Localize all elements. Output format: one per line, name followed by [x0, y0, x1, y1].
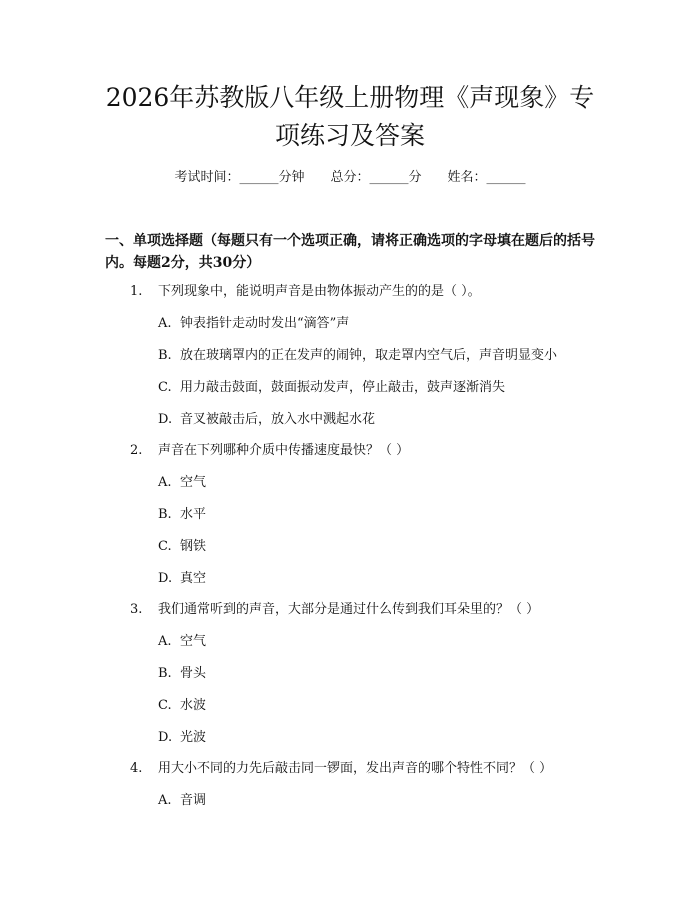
question-text: 我们通常听到的声音，大部分是通过什么传到我们耳朵里的？（ ） [158, 602, 540, 617]
question-number: 3. [130, 602, 143, 617]
option-text: 光波 [180, 730, 207, 745]
option-text: 钟表指针走动时发出“滴答”声 [180, 316, 350, 331]
option-text: 空气 [180, 634, 207, 649]
option-letter: B. [158, 507, 172, 522]
option-text: 放在玻璃罩内的正在发声的闹钟，取走罩内空气后，声音明显变小 [180, 348, 558, 363]
option-1c [158, 378, 598, 398]
option-1a [158, 314, 598, 334]
question-1 [130, 282, 600, 302]
exam-meta [0, 168, 700, 188]
option-2d [158, 569, 598, 589]
question-2 [130, 441, 600, 461]
option-letter: B. [158, 666, 172, 681]
exam-total-score: 总分：______分 [330, 170, 422, 185]
option-text: 真空 [180, 571, 207, 586]
option-3d [158, 728, 598, 748]
option-2a [158, 473, 598, 493]
option-4a [158, 791, 598, 811]
question-number: 1. [130, 284, 143, 299]
option-letter: C. [158, 698, 172, 713]
option-text: 音叉被敲击后，放入水中溅起水花 [180, 412, 376, 427]
exam-time: 考试时间：______分钟 [174, 170, 305, 185]
question-text: 用大小不同的力先后敲击同一锣面，发出声音的哪个特性不同？（ ） [158, 761, 553, 776]
option-letter: D. [158, 730, 173, 745]
question-text: 声音在下列哪种介质中传播速度最快？（ ） [158, 443, 410, 458]
option-3c [158, 696, 598, 716]
option-text: 钢铁 [180, 539, 207, 554]
option-text: 空气 [180, 475, 207, 490]
option-text: 水波 [180, 698, 207, 713]
option-letter: A. [158, 793, 172, 808]
option-letter: D. [158, 571, 173, 586]
document-title-line-1: 2026年苏教版八年级上册物理《声现象》专 [105, 83, 595, 112]
option-1b [158, 346, 598, 366]
option-text: 音调 [180, 793, 207, 808]
question-number: 2. [130, 443, 143, 458]
option-letter: C. [158, 380, 172, 395]
document-title-line-2: 项练习及答案 [274, 121, 425, 150]
option-1d [158, 410, 598, 430]
option-letter: A. [158, 316, 172, 331]
option-text: 用力敲击鼓面，鼓面振动发声，停止敲击，鼓声逐渐消失 [180, 380, 506, 395]
option-letter: B. [158, 348, 172, 363]
section-heading-line-1: 一、单项选择题（每题只有一个选项正确，请将正确选项的字母填在题后的括号 [105, 233, 595, 249]
option-letter: A. [158, 634, 172, 649]
option-text: 骨头 [180, 666, 207, 681]
option-3b [158, 664, 598, 684]
option-2b [158, 505, 598, 525]
option-letter: C. [158, 539, 172, 554]
question-number: 4. [130, 761, 143, 776]
question-3 [130, 600, 600, 620]
student-name: 姓名：______ [447, 170, 526, 185]
option-2c [158, 537, 598, 557]
question-4 [130, 759, 600, 779]
question-text: 下列现象中，能说明声音是由物体振动产生的的是（ ）。 [158, 284, 481, 299]
option-letter: D. [158, 412, 173, 427]
option-3a [158, 632, 598, 652]
option-letter: A. [158, 475, 172, 490]
section-heading-line-2: 内。每题2分，共30分） [105, 255, 261, 271]
option-text: 水平 [180, 507, 207, 522]
